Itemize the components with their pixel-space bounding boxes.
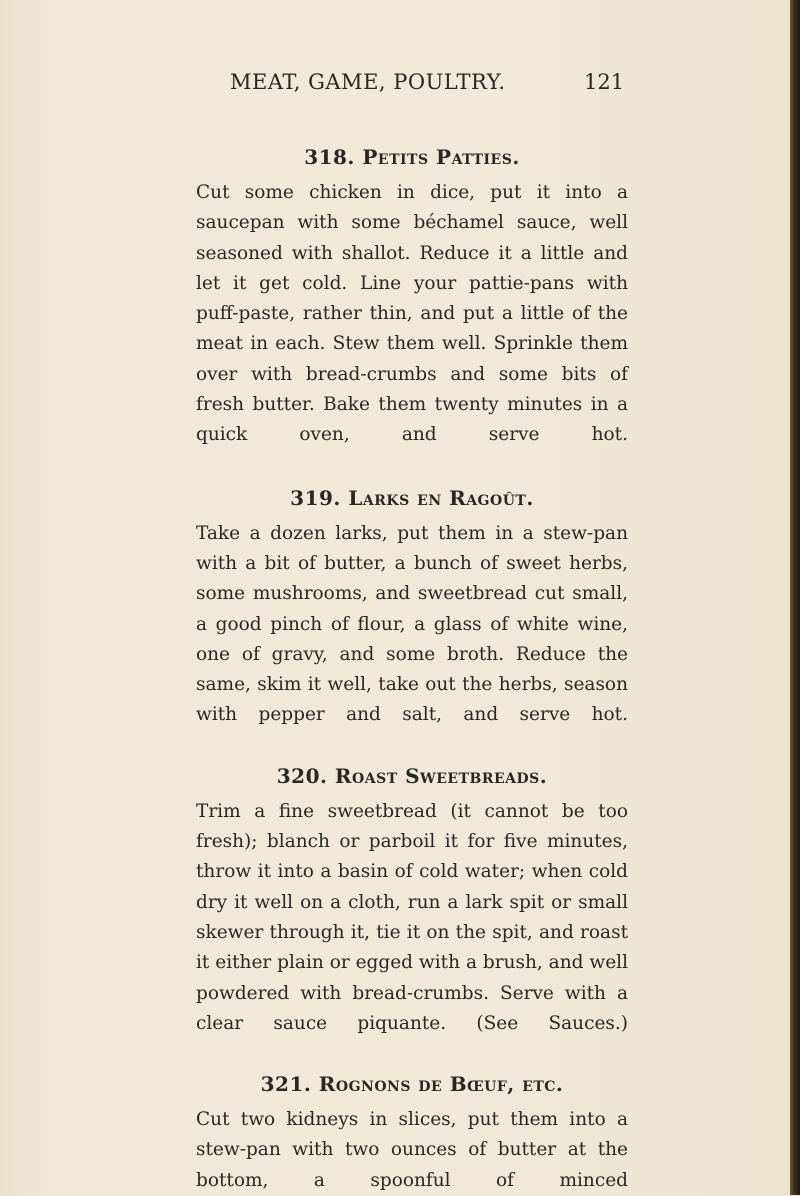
running-title: MEAT, GAME, POULTRY. (230, 70, 506, 94)
recipe-body: Cut two kidneys in slices, put them into a stew-pan with two ounces of butter at the bottom, a spoonful of minced (196, 1109, 628, 1191)
recipe-heading: 320. Roast Sweetbreads. (276, 763, 548, 788)
recipe-body: Take a dozen larks, put them in a stew-pan with a bit of butter, a bunch of sweet herbs, some mushrooms, and sweetbread cut small, a good pinch of flour, a glass of white wine, one of gravy, and some broth. Reduce the same, skim it well, take out the herbs, season with pepper and salt, and serve hot. (196, 522, 628, 726)
recipe-319 (196, 483, 628, 731)
recipe-318 (196, 142, 628, 451)
recipe-heading: 319. Larks en Ragoût. (290, 485, 534, 510)
recipe-heading: 318. Petits Patties. (304, 145, 520, 169)
page-number: 121 (584, 70, 625, 94)
running-header (0, 70, 790, 100)
recipe-320 (196, 761, 628, 1039)
recipe-321 (196, 1069, 628, 1196)
recipe-body: Trim a fine sweetbread (it cannot be too fresh); blanch or parboil it for five minutes, throw it into a basin of cold water; when cold dry it well on a cloth, run a lark spit or small skewer through it, tie it on the spit, and roast it either plain or egged with a brush, and well powdered with bread-crumbs. Serve with a clear sauce piquante. (See Sauces.) (196, 800, 628, 1034)
recipe-heading: 321. Rognons de Bœuf, etc. (260, 1072, 564, 1097)
text-block (196, 142, 628, 1196)
book-spine-edge (790, 0, 800, 1195)
recipe-body: Cut some chicken in dice, put it into a saucepan with some béchamel sauce, well seasoned with shallot. Reduce it a little and let it get cold. Line your pattie-pans with puff-paste, rather thin, and put a little of the meat in each. Stew them well. Sprinkle them over with bread-crumbs and some bits of fresh butter. Bake them twenty minutes in a quick oven, and serve hot. (196, 182, 628, 446)
